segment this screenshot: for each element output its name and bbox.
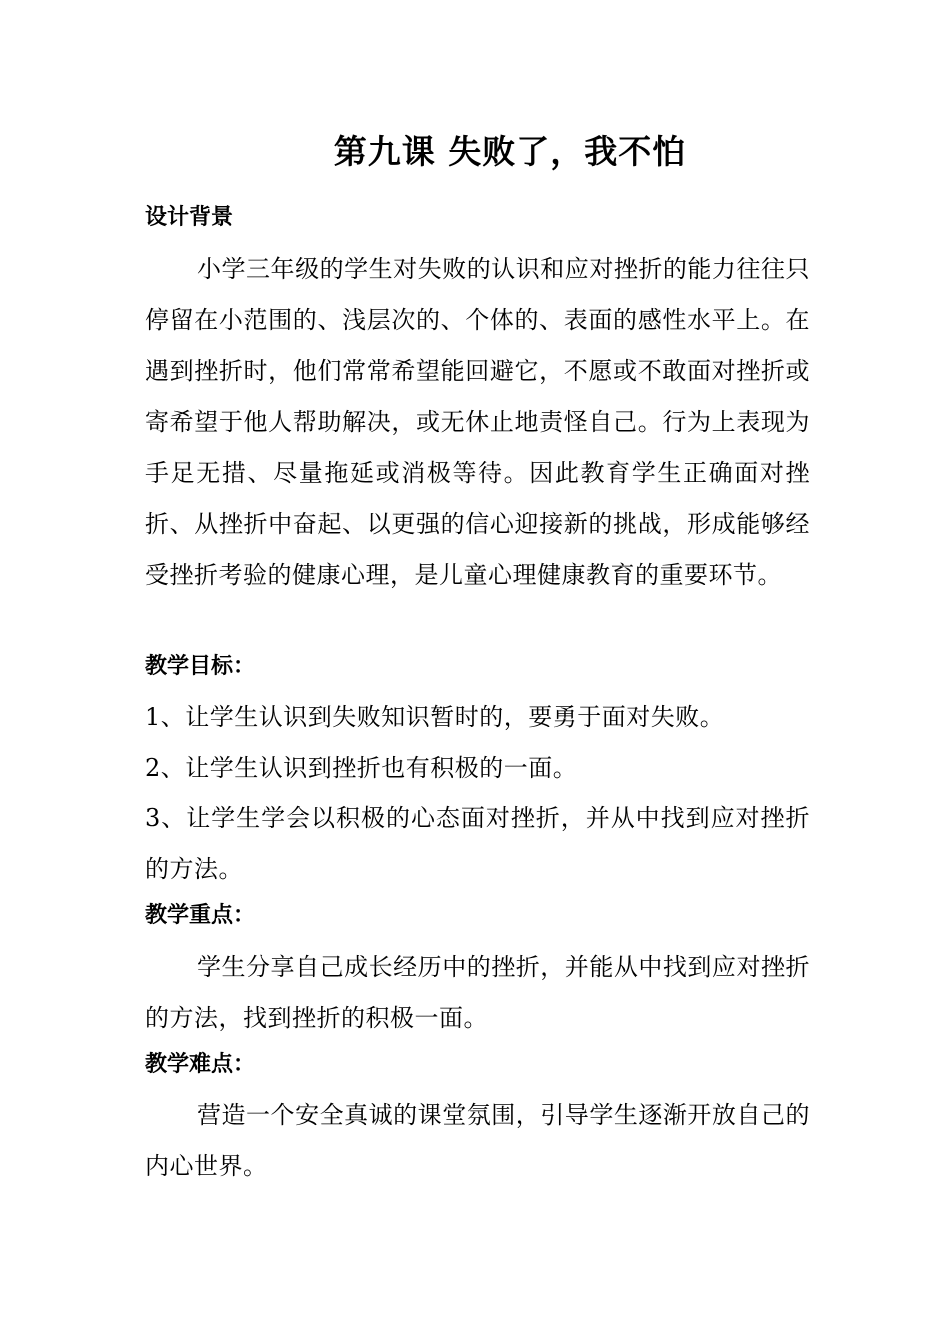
- difficulties-paragraph: 营造一个安全真诚的课堂氛围，引导学生逐渐开放自己的内心世界。: [145, 1101, 810, 1180]
- key-points-paragraph: 学生分享自己成长经历中的挫折，并能从中找到应对挫折的方法，找到挫折的积极一面。: [145, 953, 810, 1032]
- goal-item-3: 3、让学生学会以积极的心态面对挫折，并从中找到应对挫折的方法。: [145, 804, 810, 883]
- section-heading-difficulties: 教学难点：: [145, 1052, 256, 1077]
- section-heading-key-points: 教学重点：: [145, 903, 256, 928]
- goal-item-1: 1、让学生认识到失败知识暂时的，要勇于面对失败。: [145, 703, 725, 731]
- document-title: 第九课 失败了，我不怕: [333, 132, 687, 171]
- section-heading-goals: 教学目标：: [145, 654, 256, 679]
- background-paragraph: 小学三年级的学生对失败的认识和应对挫折的能力往往只停留在小范围的、浅层次的、个体的、表面的感性水平上。在遇到挫折时，他们常常希望能回避它，不愿或不敢面对挫折或寄希望于他人帮助解决，或无休止地责怪自己。行为上表现为手足无措、尽量拖延或消极等待。因此教育学生正确面对挫折、从挫折中奋起、以更强的信心迎接新的挑战，形成能够经受挫折考验的健康心理，是儿童心理健康教育的重要环节。: [145, 255, 810, 589]
- section-heading-background: 设计背景: [145, 205, 234, 230]
- goal-item-2: 2、让学生认识到挫折也有积极的一面。: [145, 754, 578, 782]
